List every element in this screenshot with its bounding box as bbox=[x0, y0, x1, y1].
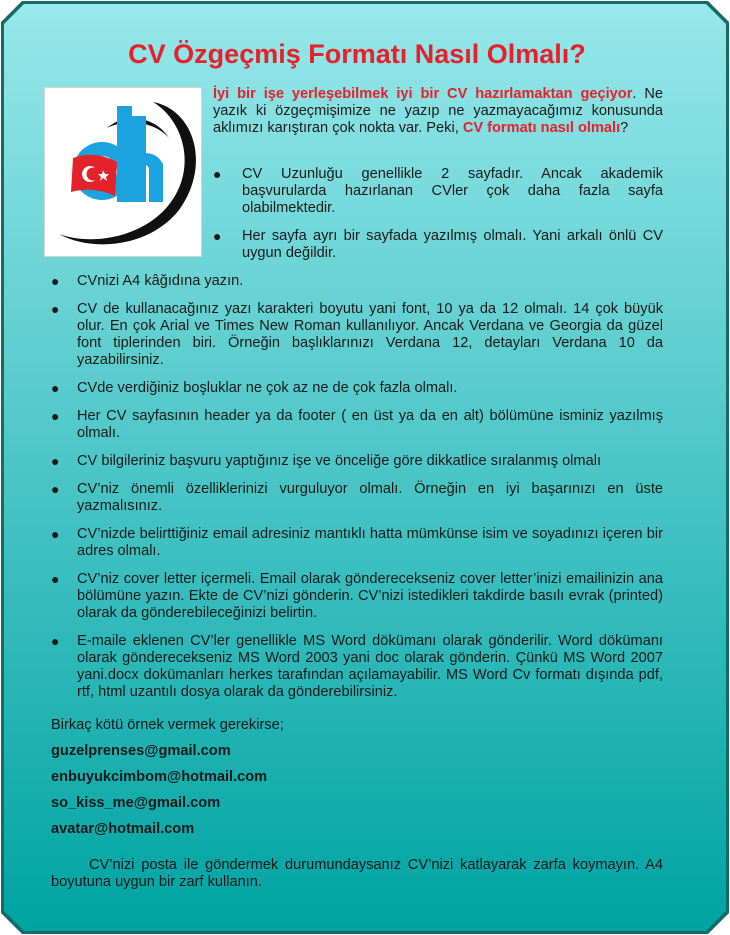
bullet-icon: ● bbox=[213, 228, 222, 244]
list-item: ● Her CV sayfasının header ya da footer ( en üst ya da en alt) bölümüne isminiz yazılmış olmalı. bbox=[51, 408, 663, 441]
bad-email: avatar@hotmail.com bbox=[51, 821, 195, 837]
logo bbox=[44, 87, 202, 257]
bullet-icon: ● bbox=[51, 408, 60, 424]
closing-paragraph: CV’nizi posta ile göndermek durumundaysanız CV’nizi katlayarak zarfa koymayın. A4 boyutuna uygun bir zarf kullanın. bbox=[51, 857, 663, 890]
upper-bullet-list bbox=[213, 166, 663, 273]
bad-email: so_kiss_me@gmail.com bbox=[51, 795, 221, 811]
list-item: ● E-maile eklenen CV’ler genellikle MS Word dökümanı olarak gönderilir. Word dökümanı olarak gönderecekseniz MS Word 2003 yani doc olarak gönderin. Çünkü MS Word 2007 yani.docx dokümanları herkes tarafından açılamayabilir. MS Word Cv formatı dışında pdf, rtf, html uzantılı dosya olarak da gönderebilirsiniz. bbox=[51, 633, 663, 700]
intro-question: CV formatı nasıl olmalı bbox=[462, 120, 621, 136]
list-item: ● CV’niz cover letter içermeli. Email olarak gönderecekseniz cover letter’inizi emailinizin ana bölümüne yazın. Ekte de CV’nizi gönderin. CV’nizi istedikleri takdirde basılı evrak (printed) olarak da gönderebileceğinizi belirtin. bbox=[51, 571, 663, 621]
intro-lead: İyi bir işe yerleşebilmek iyi bir CV hazırlamaktan geçiyor bbox=[213, 86, 633, 102]
list-item: ● CV bilgileriniz başvuru yaptığınız işe ve önceliğe göre dikkatlice sıralanmış olmalı bbox=[51, 453, 601, 469]
bad-email-list bbox=[51, 743, 663, 847]
bad-email: guzelprenses@gmail.com bbox=[51, 743, 231, 759]
bullet-icon: ● bbox=[51, 453, 60, 469]
intro-paragraph bbox=[213, 86, 663, 137]
bullet-icon: ● bbox=[51, 571, 60, 587]
list-item: ● CVde verdiğiniz boşluklar ne çok az ne de çok fazla olmalı. bbox=[51, 380, 458, 396]
main-bullet-list bbox=[51, 273, 663, 712]
list-item: ● Her sayfa ayrı bir sayfada yazılmış olmalı. Yani arkalı önlü CV uygun değildir. bbox=[213, 228, 663, 261]
bullet-icon: ● bbox=[51, 273, 60, 289]
intro-text: . Ne yazık ki özgeçmişimize ne yazıp ne yazmayacağımız konusunda aklımızı karıştıran çok nokta var. Peki, bbox=[213, 86, 663, 136]
page-title: CV Özgeçmiş Formatı Nasıl Olmalı? bbox=[128, 39, 586, 69]
intro-question-mark: ? bbox=[620, 120, 629, 136]
bullet-icon: ● bbox=[51, 301, 60, 317]
list-item: ● CV’nizde belirttiğiniz email adresiniz mantıklı hatta mümkünse isim ve soyadınızı içeren bir adres olmalı. bbox=[51, 526, 663, 559]
dh-turkish-flag-logo-icon bbox=[45, 88, 201, 256]
list-item: ● CVnizi A4 kâğıdına yazın. bbox=[51, 273, 244, 289]
bad-examples-intro: Birkaç kötü örnek vermek gerekirse; bbox=[51, 717, 284, 733]
list-item: ● CV de kullanacağınız yazı karakteri boyutu yani font, 10 ya da 12 olmalı. 14 çok büyük olur. En çok Arial ve Times New Roman kullanılıyor. Ancak Verdana ve Georgia da güzel font tiplerinden biri. Örneğin başlıklarınızı Verdana 12, detayları Verdana 10 da yazabilirsiniz. bbox=[51, 301, 663, 368]
bullet-icon: ● bbox=[51, 633, 60, 649]
list-item: ● CV’niz önemli özelliklerinizi vurguluyor olmalı. Örneğin en iyi başarınızı en üste yazmalısınız. bbox=[51, 481, 663, 514]
bullet-icon: ● bbox=[51, 380, 60, 396]
list-item: ● CV Uzunluğu genellikle 2 sayfadır. Ancak akademik başvurularda hazırlanan CVler çok daha fazla sayfa olabilmektedir. bbox=[213, 166, 663, 216]
bad-email: enbuyukcimbom@hotmail.com bbox=[51, 769, 268, 785]
bullet-icon: ● bbox=[213, 166, 222, 182]
bullet-icon: ● bbox=[51, 526, 60, 542]
bullet-icon: ● bbox=[51, 481, 60, 497]
